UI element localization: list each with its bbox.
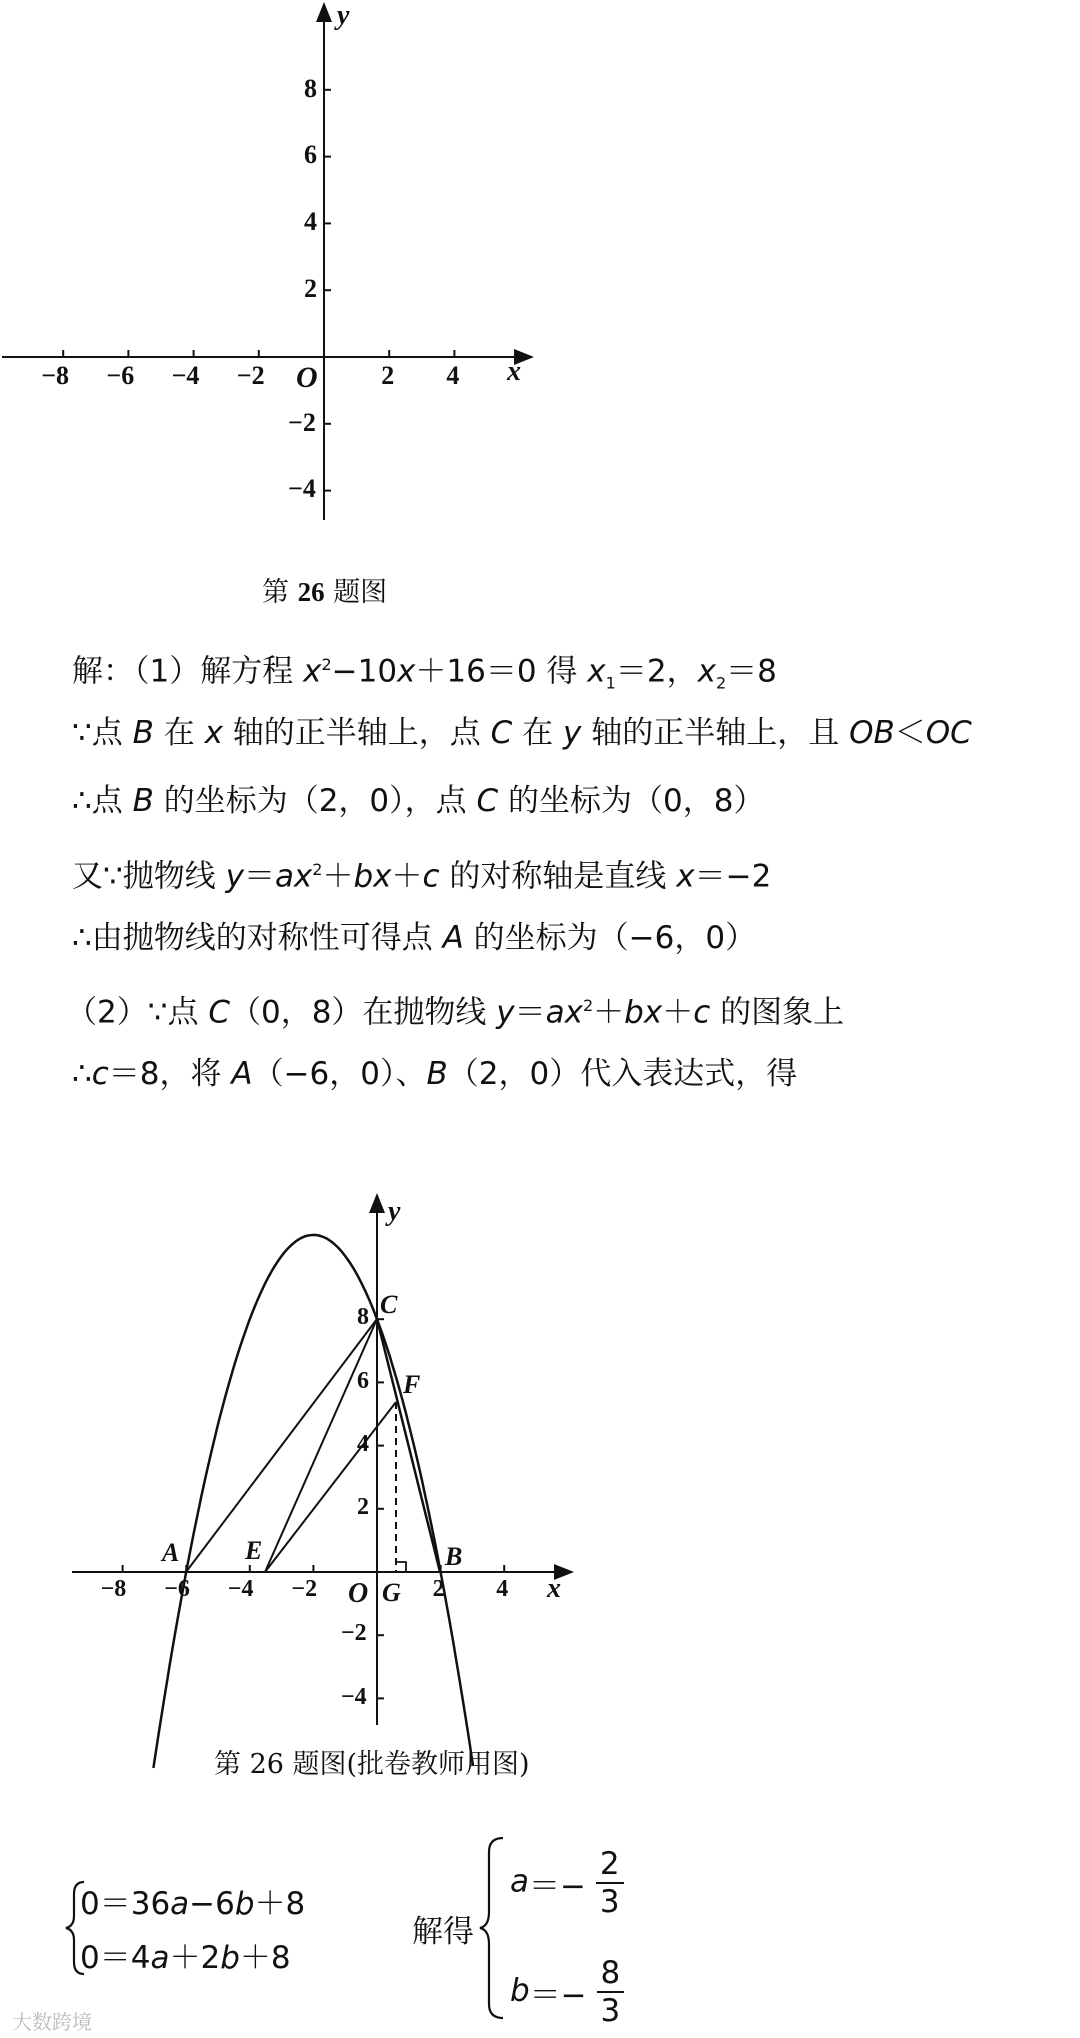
- y-tick-label: −2: [341, 1620, 367, 1647]
- y-tick-label: 6: [304, 140, 317, 170]
- y-tick-label: 4: [304, 207, 317, 237]
- solution-line-1: 解：（1）解方程 $x^2-10x+16=0$ 得 $x_1=2$，$x_2=8$: [72, 653, 777, 693]
- solve-label: 解得: [412, 1914, 474, 1950]
- x-tick-label: −6: [164, 1576, 190, 1602]
- x-tick-label: 2: [432, 1576, 445, 1602]
- y-tick-label: −2: [288, 407, 316, 437]
- solution-line-2: ∵点 B 在 x 轴的正半轴上，点 C 在 y 轴的正半轴上，且 OB＜OC: [72, 715, 972, 751]
- point-B-label: B: [445, 1542, 463, 1571]
- right-brace: [480, 1838, 503, 2018]
- point-F-label: F: [403, 1370, 421, 1399]
- solution-line-6: （2）∵点 C（0，8）在抛物线 $y=ax^2+bx+c$ 的图象上: [66, 994, 845, 1031]
- equation-1: 0＝36a−6b＋8: [80, 1886, 306, 1922]
- y-axis-label: y: [388, 1196, 401, 1227]
- watermark: 大数跨境: [12, 2010, 92, 2034]
- solution-a: a＝− $\frac{2}{3}$: [510, 1846, 624, 1920]
- solution-line-4: 又∵抛物线 $y=ax^2+bx+c$ 的对称轴是直线 x＝−2: [72, 858, 772, 895]
- y-tick-label: 8: [304, 73, 317, 103]
- y-tick-label: 6: [357, 1367, 369, 1394]
- point-A-label: A: [162, 1538, 180, 1567]
- x-tick-label: 4: [446, 361, 460, 390]
- y-tick-label: 2: [357, 1493, 369, 1520]
- point-C-label: C: [380, 1290, 398, 1319]
- x-axis-label: x: [547, 1573, 561, 1604]
- origin-label: O: [296, 361, 318, 394]
- y-tick-label: 4: [357, 1430, 369, 1457]
- x-tick-label: 2: [381, 361, 395, 390]
- point-G-label: G: [382, 1578, 401, 1607]
- origin-label: O: [348, 1578, 369, 1609]
- solution-b: b＝− $\frac{8}{3}$: [510, 1955, 624, 2029]
- figure-1-caption: 第 26 题图: [262, 577, 388, 608]
- solution-line-3: ∴点 B 的坐标为（2，0），点 C 的坐标为（0，8）: [72, 783, 765, 819]
- y-tick-label: −4: [341, 1683, 367, 1710]
- y-axis-label: y: [337, 0, 350, 31]
- x-tick-label: 4: [496, 1576, 509, 1602]
- y-tick-label: −4: [288, 474, 316, 504]
- y-tick-label: 2: [304, 274, 317, 304]
- x-tick-label: −4: [227, 1576, 254, 1602]
- x-tick-label: −4: [171, 361, 200, 390]
- x-axis-label: x: [507, 356, 521, 387]
- x-tick-label: −8: [41, 361, 70, 390]
- x-tick-label: −2: [236, 361, 265, 390]
- x-tick-label: −2: [291, 1576, 318, 1602]
- x-tick-label: −6: [106, 361, 135, 390]
- y-tick-label: 8: [357, 1304, 369, 1331]
- equation-2: 0＝4a＋2b＋8: [80, 1940, 291, 1976]
- point-E-label: E: [245, 1536, 263, 1565]
- figure-2-caption: 第 26 题图(批卷教师用图): [214, 1749, 530, 1780]
- solution-line-5: ∴由抛物线的对称性可得点 A 的坐标为（−6，0）: [72, 920, 757, 956]
- x-tick-label: −8: [100, 1576, 127, 1602]
- solution-line-7: ∴c＝8，将 A（−6，0）、B（2，0）代入表达式，得: [72, 1056, 798, 1092]
